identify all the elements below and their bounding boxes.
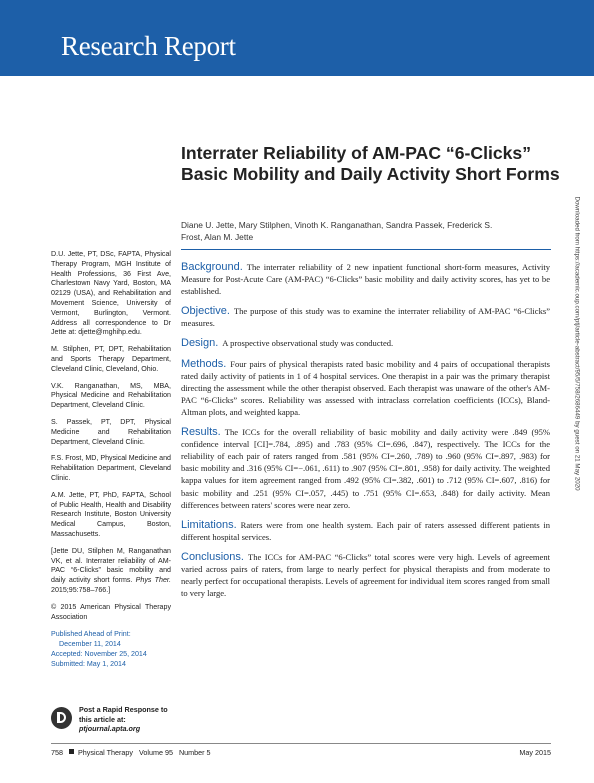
volume: Volume 95	[139, 748, 173, 757]
section-text: A prospective observational study was conducted.	[222, 338, 394, 349]
citation-prefix: [Jette DU, Stilphen M, Ranganathan VK, et al. Interrater reliability of AM-PAC “6-Clicks” basic mobility and daily activity short forms.	[51, 546, 171, 585]
citation	[51, 547, 171, 596]
rapid-response-line: Post a Rapid Response to	[79, 705, 168, 714]
affiliation: V.K. Ranganathan, MS, MBA, Physical Medicine and Rehabilitation Department, Cleveland Clinic.	[51, 381, 171, 410]
page-number: 758	[51, 748, 63, 757]
date-line: Published Ahead of Print:	[51, 630, 131, 639]
copyright: © 2015 American Physical Therapy Association	[51, 602, 171, 621]
abstract-conclusions	[181, 551, 550, 599]
section-text: The purpose of this study was to examine the interrater reliability of AM-PAC “6-Clicks” measures.	[181, 306, 550, 329]
abstract-results	[181, 426, 550, 511]
section-label: Objective.	[181, 305, 230, 318]
section-label: Conclusions.	[181, 550, 244, 563]
author-sidebar	[51, 250, 171, 669]
rapid-response-link[interactable]: ptjournal.apta.org	[79, 724, 141, 734]
publication-dates	[51, 630, 171, 669]
download-watermark	[570, 196, 582, 740]
square-bullet-icon	[69, 749, 74, 754]
affiliation: F.S. Frost, MD, Physical Medicine and Rehabilitation Department, Cleveland Clinic.	[51, 454, 171, 482]
section-label: Methods.	[181, 357, 227, 370]
date-line: Submitted: May 1, 2014	[51, 659, 126, 668]
section-text: The interrater reliability of 2 new inpatient functional short-form measures, Activity Measure for Post-Acute Care (AM-PAC) “6-Clicks” basic mobility and daily activity scores, has yet to be established.	[181, 262, 550, 297]
issue-date: May 2015	[519, 748, 551, 757]
abstract-limitations	[181, 519, 550, 543]
affiliation: S. Passek, PT, DPT, Physical Medicine and Rehabilitation Department, Cleveland Clinic.	[51, 417, 171, 446]
abstract-methods	[181, 358, 550, 418]
abstract-objective	[181, 305, 550, 329]
section-label: Design.	[181, 337, 219, 350]
issue-number: Number 5	[178, 748, 211, 757]
header-banner	[0, 0, 594, 76]
article-title: Interrater Reliability of AM-PAC “6-Clicks” Basic Mobility and Daily Activity Short Forms	[181, 143, 560, 184]
section-label: Results.	[181, 426, 221, 439]
divider	[181, 249, 551, 250]
rapid-response-text	[79, 705, 168, 734]
rapid-response-box[interactable]	[51, 704, 181, 736]
download-note: Downloaded from https://academic.oup.com/ptj/article-abstract/95/5/758/2686449 by guest on 21 May 2020	[573, 196, 581, 491]
section-text: Four pairs of physical therapists rated basic mobility and 4 pairs of occupational therapists rated daily activity of patients in 1 of 4 hospital services. One therapist in a pair was the primary therapist directing the assessment while the other therapist observed. Each therapist was unaware of the other's AM-PAC “6-Clicks” scores. Reliability was assessed with intraclass correlation coefficients (ICCs), Bland-Altman plots, and weighted kappa.	[181, 358, 550, 417]
journal-logo-icon	[51, 707, 72, 729]
section-label: Background.	[181, 261, 243, 273]
section-text: The ICCs for AM-PAC “6-Clicks” total scores were very high. Levels of agreement varied across pairs of raters, from large to nearly perfect for physical therapists and from moderate to nearly perfect for occupational therapists. Levels of agreement for individual item scores ranged from small to very large.	[181, 551, 550, 599]
affiliation: M. Stilphen, PT, DPT, Rehabilitation and Sports Therapy Department, Cleveland Clinic, Cleveland, Ohio.	[51, 345, 171, 373]
section-title: Research Report	[61, 31, 236, 61]
footer-divider	[51, 743, 551, 744]
citation-suffix: 2015;95:758–766.]	[51, 585, 111, 594]
author-list: Diane U. Jette, Mary Stilphen, Vinoth K. Ranganathan, Sandra Passek, Frederick S. Frost, Alan M. Jette	[181, 220, 493, 242]
section-label: Limitations.	[181, 518, 237, 531]
rapid-response-line: this article at:	[79, 714, 126, 724]
section-text: The ICCs for the overall reliability of basic mobility and daily activity were .849 (95% confidence interval [CI]=.784, .895) and .783 (95% CI=.696, .847), respectively. The ICCs for the reliability of each pair of raters ranged from .581 (95% CI=.260, .789) to .960 (95% CI=.897, .983) for basic mobility and .316 (95% CI=−.061, .611) to .907 (95% CI=.801, .958) for daily activity. The weighted kappa values for item agreement ranged from .492 (95% CI=.382, .601) to .712 (95% CI=.607, .816) for basic mobility and .251 (95% CI=.057, .445) to .751 (95% CI=.653, .848) for daily activity. Mean differences between raters' scores were near zero.	[181, 427, 550, 510]
section-text: Raters were from one health system. Each pair of raters assessed different patients in different hospital services.	[181, 519, 550, 542]
footer-left	[51, 748, 211, 757]
abstract-design	[181, 337, 550, 349]
abstract	[181, 261, 550, 607]
date-line: Accepted: November 25, 2014	[51, 649, 147, 658]
abstract-background	[181, 261, 550, 297]
journal-name: Physical Therapy	[78, 748, 133, 757]
citation-journal: Phys Ther.	[135, 576, 171, 585]
affiliation: D.U. Jette, PT, DSc, FAPTA, Physical Therapy Program, MGH Institute of Health Professions, 36 First Ave, Charlestown Navy Yard, Boston, MA 02129 (USA), and Rehabilitation and Movement Science, University of Vermont, Burlington, Vermont. Address all correspondence to Dr Jette at: djette@mghihp.edu.	[51, 250, 171, 337]
affiliation: A.M. Jette, PT, PhD, FAPTA, School of Public Health, Health and Disability Research Institute, Boston University Medical Campus, Boston, Massachusetts.	[51, 490, 171, 538]
date-line: December 11, 2014	[59, 640, 121, 649]
